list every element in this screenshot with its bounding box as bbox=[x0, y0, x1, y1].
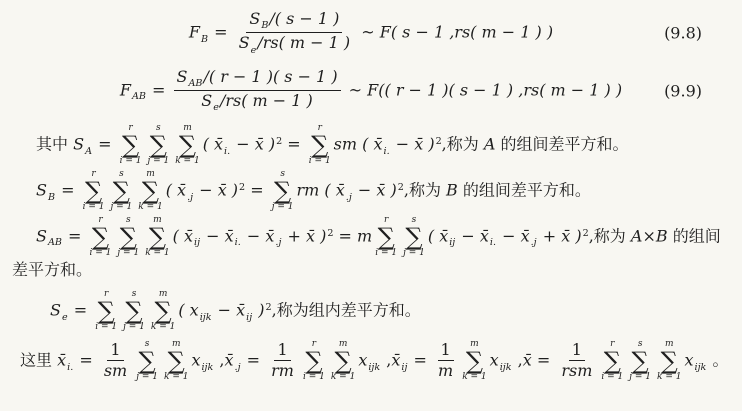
sigma-symbol: ∑ bbox=[274, 176, 292, 205]
sum-upper-limit: m bbox=[183, 123, 192, 134]
sum-lower-limit: j = 1 bbox=[629, 371, 652, 382]
sigma-symbol: ∑ bbox=[119, 222, 137, 251]
fraction-denominator bbox=[435, 361, 456, 380]
math-text: = bbox=[408, 350, 433, 370]
math-subscript: .j bbox=[187, 191, 194, 203]
math-variable: x bbox=[684, 350, 694, 370]
math-text: × bbox=[642, 226, 656, 246]
math-text: 。 bbox=[707, 350, 729, 370]
math-variable: S bbox=[201, 91, 213, 111]
math-text: ~ bbox=[343, 80, 368, 100]
math-text: , bbox=[214, 350, 225, 370]
math-text: = bbox=[56, 180, 80, 200]
sigma-symbol: ∑ bbox=[148, 222, 166, 251]
fraction-numerator bbox=[438, 341, 454, 361]
sigma-symbol: ∑ bbox=[603, 346, 621, 375]
sum-upper-limit: r bbox=[104, 289, 109, 300]
fraction bbox=[101, 341, 130, 381]
math-subscript: i. bbox=[489, 237, 497, 249]
math-variable: x̄ bbox=[224, 350, 234, 370]
math-subscript: AB bbox=[131, 91, 146, 103]
sum-lower-limit: i = 1 bbox=[119, 156, 142, 167]
math-subscript: ijk bbox=[368, 361, 381, 373]
sum-lower-limit: i = 1 bbox=[375, 247, 398, 258]
sigma-symbol: ∑ bbox=[465, 346, 483, 375]
math-text: = bbox=[245, 180, 269, 200]
sigma-symbol: ∑ bbox=[154, 296, 172, 325]
sigma-symbol: ∑ bbox=[305, 346, 323, 375]
math-text: 1 bbox=[277, 339, 288, 359]
math-variable: /rs( m − 1 ) bbox=[257, 33, 351, 53]
sum-upper-limit: r bbox=[610, 338, 615, 349]
math-text: , bbox=[381, 350, 392, 370]
sigma-symbol: ∑ bbox=[405, 222, 423, 251]
sum-upper-limit: s bbox=[144, 338, 150, 349]
math-variable: − x̄ bbox=[456, 226, 489, 246]
math-variable: ( x̄ bbox=[202, 134, 224, 154]
equation-9-9-number: (9.9) bbox=[664, 81, 702, 101]
math-subscript: i. bbox=[67, 361, 74, 373]
math-subscript: ijk bbox=[201, 361, 214, 373]
fraction-numerator bbox=[174, 68, 341, 91]
math-subscript: ij bbox=[246, 311, 253, 323]
summation-symbol bbox=[657, 339, 681, 383]
sigma-symbol: ∑ bbox=[149, 131, 167, 160]
math-text: 1 bbox=[571, 339, 582, 359]
equation-9-8 bbox=[12, 10, 730, 56]
fraction bbox=[435, 341, 456, 381]
sigma-symbol: ∑ bbox=[121, 131, 140, 160]
math-subscript: B bbox=[47, 191, 56, 203]
math-text: = bbox=[282, 134, 306, 154]
math-text: 1 bbox=[110, 339, 121, 359]
sum-upper-limit: m bbox=[146, 169, 155, 180]
sigma-symbol: ∑ bbox=[91, 222, 110, 251]
sum-upper-limit: m bbox=[470, 338, 479, 349]
sigma-symbol: ∑ bbox=[334, 346, 352, 375]
math-subscript: ij bbox=[194, 237, 201, 249]
summation-symbol bbox=[90, 215, 112, 259]
summation-symbol bbox=[136, 339, 158, 383]
sigma-symbol: ∑ bbox=[311, 131, 329, 160]
math-text: 的组间差平方和。 bbox=[495, 134, 629, 154]
sum-upper-limit: s bbox=[131, 289, 137, 300]
sigma-symbol: ∑ bbox=[377, 222, 395, 251]
math-text: 差平方和。 bbox=[12, 260, 93, 280]
summation-symbol bbox=[120, 123, 142, 167]
math-variable: sm bbox=[103, 361, 128, 381]
math-variable: rsm bbox=[561, 361, 593, 381]
sum-lower-limit: j = 1 bbox=[271, 201, 294, 212]
math-variable: x̄ bbox=[57, 350, 67, 370]
sum-lower-limit: j = 1 bbox=[117, 247, 140, 258]
sum-upper-limit: s bbox=[125, 214, 131, 225]
sum-upper-limit: s bbox=[119, 169, 124, 180]
sum-lower-limit: k = 1 bbox=[164, 371, 189, 382]
sum-lower-limit: k = 1 bbox=[175, 156, 200, 167]
sum-upper-limit: r bbox=[128, 123, 133, 134]
math-variable: /( r − 1 )( s − 1 ) bbox=[203, 66, 338, 86]
math-text: ~ bbox=[356, 22, 380, 42]
math-superscript: 2 bbox=[582, 227, 589, 239]
summation-symbol bbox=[375, 215, 397, 259]
summation-symbol bbox=[272, 169, 294, 213]
math-text: ,称为 bbox=[588, 226, 631, 246]
sigma-symbol: ∑ bbox=[660, 346, 678, 375]
fraction-denominator bbox=[101, 361, 130, 380]
math-subscript: ij bbox=[449, 237, 456, 249]
paragraph-sab-definition bbox=[36, 215, 730, 259]
sum-lower-limit: k = 1 bbox=[657, 371, 682, 382]
sum-lower-limit: j = 1 bbox=[147, 156, 170, 167]
math-subscript: A bbox=[85, 146, 92, 158]
math-text: ,称为 bbox=[403, 180, 447, 200]
sum-lower-limit: k = 1 bbox=[150, 322, 176, 333]
math-subscript: i. bbox=[383, 146, 390, 158]
math-subscript: B bbox=[261, 20, 269, 32]
math-variable: S bbox=[73, 134, 85, 154]
math-subscript: AB bbox=[188, 78, 203, 89]
math-variable: S bbox=[249, 9, 261, 28]
fraction-denominator bbox=[236, 33, 354, 55]
math-variable: ( x̄ bbox=[165, 180, 187, 200]
summation-symbol bbox=[147, 123, 169, 167]
summation-symbol bbox=[303, 339, 325, 383]
summation-symbol bbox=[629, 339, 651, 383]
math-text: = bbox=[241, 350, 266, 370]
math-variable: + x̄ ) bbox=[282, 226, 327, 246]
math-subscript: e bbox=[213, 102, 219, 114]
math-text: , bbox=[512, 350, 523, 370]
sum-lower-limit: j = 1 bbox=[136, 371, 158, 382]
math-text: = bbox=[333, 226, 358, 246]
summation-symbol bbox=[309, 123, 331, 167]
math-superscript: 2 bbox=[265, 302, 272, 314]
sum-lower-limit: j = 1 bbox=[123, 322, 145, 333]
math-variable: S bbox=[36, 180, 47, 200]
math-variable: − x̄ bbox=[241, 226, 275, 246]
math-subscript: .j bbox=[275, 237, 282, 249]
paragraph-sab-definition-continued bbox=[12, 260, 730, 281]
math-variable: /( s − 1 ) bbox=[269, 9, 340, 28]
sum-upper-limit: r bbox=[384, 214, 389, 225]
fraction-denominator bbox=[198, 91, 316, 113]
math-variable: S bbox=[36, 226, 47, 246]
sum-upper-limit: r bbox=[311, 338, 317, 349]
math-text: = bbox=[93, 134, 117, 154]
math-text: = bbox=[74, 350, 98, 370]
math-text: = bbox=[62, 226, 87, 246]
sigma-symbol: ∑ bbox=[167, 346, 185, 375]
sum-upper-limit: s bbox=[280, 169, 285, 180]
math-subscript: ij bbox=[401, 361, 408, 373]
math-subscript: e bbox=[250, 44, 257, 56]
sum-lower-limit: i = 1 bbox=[308, 156, 331, 167]
sum-lower-limit: k = 1 bbox=[330, 371, 356, 382]
math-subscript: .j bbox=[234, 361, 241, 373]
equation-9-9-math bbox=[120, 68, 622, 114]
math-text: = bbox=[146, 80, 171, 100]
math-variable: S bbox=[176, 66, 188, 86]
summation-symbol bbox=[83, 169, 105, 213]
math-variable: /rs( m − 1 ) bbox=[219, 91, 313, 111]
math-subscript: .j bbox=[530, 237, 537, 249]
math-variable: ( x bbox=[178, 300, 199, 320]
sum-upper-limit: m bbox=[664, 338, 674, 349]
math-superscript: 2 bbox=[327, 227, 334, 239]
math-variable: x bbox=[191, 350, 201, 370]
math-variable: − x̄ bbox=[212, 300, 246, 320]
math-variable: ( x̄ bbox=[427, 226, 449, 246]
equation-9-8-number: (9.8) bbox=[664, 23, 702, 43]
math-superscript: 2 bbox=[435, 136, 442, 148]
sum-lower-limit: i = 1 bbox=[82, 201, 105, 212]
sum-lower-limit: j = 1 bbox=[110, 201, 133, 212]
math-variable: rm ( x̄ bbox=[296, 180, 345, 200]
summation-symbol bbox=[123, 289, 145, 333]
math-variable: − x̄ ) bbox=[194, 180, 239, 200]
math-superscript: 2 bbox=[276, 136, 283, 148]
math-text: 的组间 bbox=[667, 226, 721, 246]
math-variable: B bbox=[655, 226, 668, 246]
math-variable: x bbox=[489, 350, 499, 370]
paragraph-sa-definition bbox=[36, 123, 730, 167]
math-variable: ) bbox=[253, 300, 265, 320]
math-variable: rm bbox=[271, 361, 294, 381]
summation-symbol bbox=[95, 289, 117, 333]
math-superscript: 2 bbox=[239, 182, 246, 194]
equation-9-8-math bbox=[189, 10, 553, 56]
sigma-symbol: ∑ bbox=[178, 131, 197, 160]
fraction-denominator bbox=[558, 361, 595, 380]
math-subscript: i. bbox=[224, 146, 231, 158]
fraction-numerator bbox=[569, 341, 585, 361]
math-variable: m bbox=[357, 226, 373, 246]
summation-symbol bbox=[145, 215, 169, 259]
sigma-symbol: ∑ bbox=[97, 296, 115, 325]
sum-lower-limit: i = 1 bbox=[601, 371, 624, 382]
summation-symbol bbox=[175, 123, 199, 167]
summation-symbol bbox=[138, 169, 162, 213]
fraction bbox=[236, 10, 354, 56]
equation-9-9 bbox=[12, 68, 730, 114]
sum-lower-limit: i = 1 bbox=[302, 371, 325, 382]
math-variable: x̄ bbox=[391, 350, 401, 370]
math-text: ,称为组内差平方和。 bbox=[271, 300, 421, 320]
math-variable: F( s − 1 ,rs( m − 1 ) ) bbox=[379, 22, 554, 42]
math-subscript: ijk bbox=[499, 361, 512, 373]
summation-symbol bbox=[117, 215, 139, 259]
math-variable: − x̄ bbox=[497, 226, 530, 246]
math-variable: − x̄ bbox=[201, 226, 234, 246]
sigma-symbol: ∑ bbox=[631, 346, 649, 375]
sum-lower-limit: j = 1 bbox=[403, 247, 425, 258]
fraction-numerator bbox=[274, 341, 290, 361]
fraction bbox=[268, 341, 297, 381]
math-variable: S bbox=[238, 33, 250, 53]
sum-upper-limit: r bbox=[317, 123, 322, 134]
sum-upper-limit: m bbox=[153, 214, 162, 225]
math-variable: S bbox=[50, 300, 61, 320]
sum-upper-limit: s bbox=[156, 123, 161, 134]
math-variable: − x̄ ) bbox=[390, 134, 435, 154]
fraction bbox=[558, 341, 595, 381]
math-text: 1 bbox=[440, 339, 451, 359]
sigma-symbol: ∑ bbox=[141, 176, 160, 205]
math-subscript: ijk bbox=[199, 311, 212, 323]
math-subscript: ijk bbox=[694, 361, 707, 373]
sum-lower-limit: k = 1 bbox=[145, 247, 170, 258]
sum-upper-limit: r bbox=[91, 169, 96, 180]
math-variable: − x̄ ) bbox=[352, 180, 397, 200]
sigma-symbol: ∑ bbox=[125, 296, 143, 325]
math-variable: B bbox=[446, 180, 458, 200]
paragraph-sb-definition bbox=[36, 169, 730, 213]
sum-upper-limit: s bbox=[637, 338, 643, 349]
summation-symbol bbox=[601, 339, 623, 383]
math-subscript: i. bbox=[234, 237, 241, 249]
math-variable: A bbox=[483, 134, 496, 154]
sigma-symbol: ∑ bbox=[112, 176, 130, 205]
fraction-numerator bbox=[107, 341, 123, 361]
math-variable: sm ( x̄ bbox=[333, 134, 383, 154]
fraction-denominator bbox=[268, 361, 297, 380]
math-variable: m bbox=[438, 361, 454, 381]
math-text: = bbox=[209, 22, 233, 42]
summation-symbol bbox=[110, 169, 132, 213]
summation-symbol bbox=[331, 339, 355, 383]
sum-upper-limit: s bbox=[411, 214, 417, 225]
math-subscript: e bbox=[61, 311, 68, 323]
math-variable: x bbox=[358, 350, 368, 370]
math-subscript: B bbox=[201, 33, 209, 45]
fraction-numerator bbox=[246, 10, 342, 33]
sigma-symbol: ∑ bbox=[138, 346, 156, 375]
math-text: ,称为 bbox=[441, 134, 484, 154]
summation-symbol bbox=[151, 289, 175, 333]
summation-symbol bbox=[462, 339, 486, 383]
sum-lower-limit: k = 1 bbox=[462, 371, 487, 382]
sigma-symbol: ∑ bbox=[84, 176, 103, 205]
math-text: 这里 bbox=[20, 350, 58, 370]
sum-upper-limit: m bbox=[171, 338, 181, 349]
paragraph-mean-definitions bbox=[20, 339, 730, 383]
sum-lower-limit: k = 1 bbox=[138, 201, 163, 212]
math-superscript: 2 bbox=[397, 182, 404, 194]
paragraph-se-definition bbox=[50, 289, 730, 333]
math-variable: F bbox=[188, 22, 201, 42]
summation-symbol bbox=[403, 215, 425, 259]
math-variable: ( x̄ bbox=[172, 226, 193, 246]
math-variable: F bbox=[119, 80, 131, 100]
math-subscript: AB bbox=[47, 237, 62, 249]
math-variable: F(( r − 1 )( s − 1 ) ,rs( m − 1 ) ) bbox=[367, 80, 623, 100]
math-subscript: .j bbox=[345, 191, 352, 203]
math-variable: + x̄ ) bbox=[537, 226, 582, 246]
math-text: = bbox=[68, 300, 93, 320]
math-variable: x̄ bbox=[522, 350, 532, 370]
math-text: 的组间差平方和。 bbox=[457, 180, 591, 200]
sum-lower-limit: i = 1 bbox=[89, 247, 112, 258]
sum-upper-limit: m bbox=[158, 289, 168, 300]
math-text: = bbox=[531, 350, 556, 370]
summation-symbol bbox=[164, 339, 188, 383]
sum-upper-limit: r bbox=[98, 214, 103, 225]
sum-lower-limit: i = 1 bbox=[95, 322, 118, 333]
math-variable: A bbox=[630, 226, 643, 246]
sum-upper-limit: m bbox=[338, 338, 348, 349]
fraction bbox=[174, 68, 341, 114]
math-text: 其中 bbox=[36, 134, 74, 154]
math-variable: − x̄ ) bbox=[231, 134, 276, 154]
